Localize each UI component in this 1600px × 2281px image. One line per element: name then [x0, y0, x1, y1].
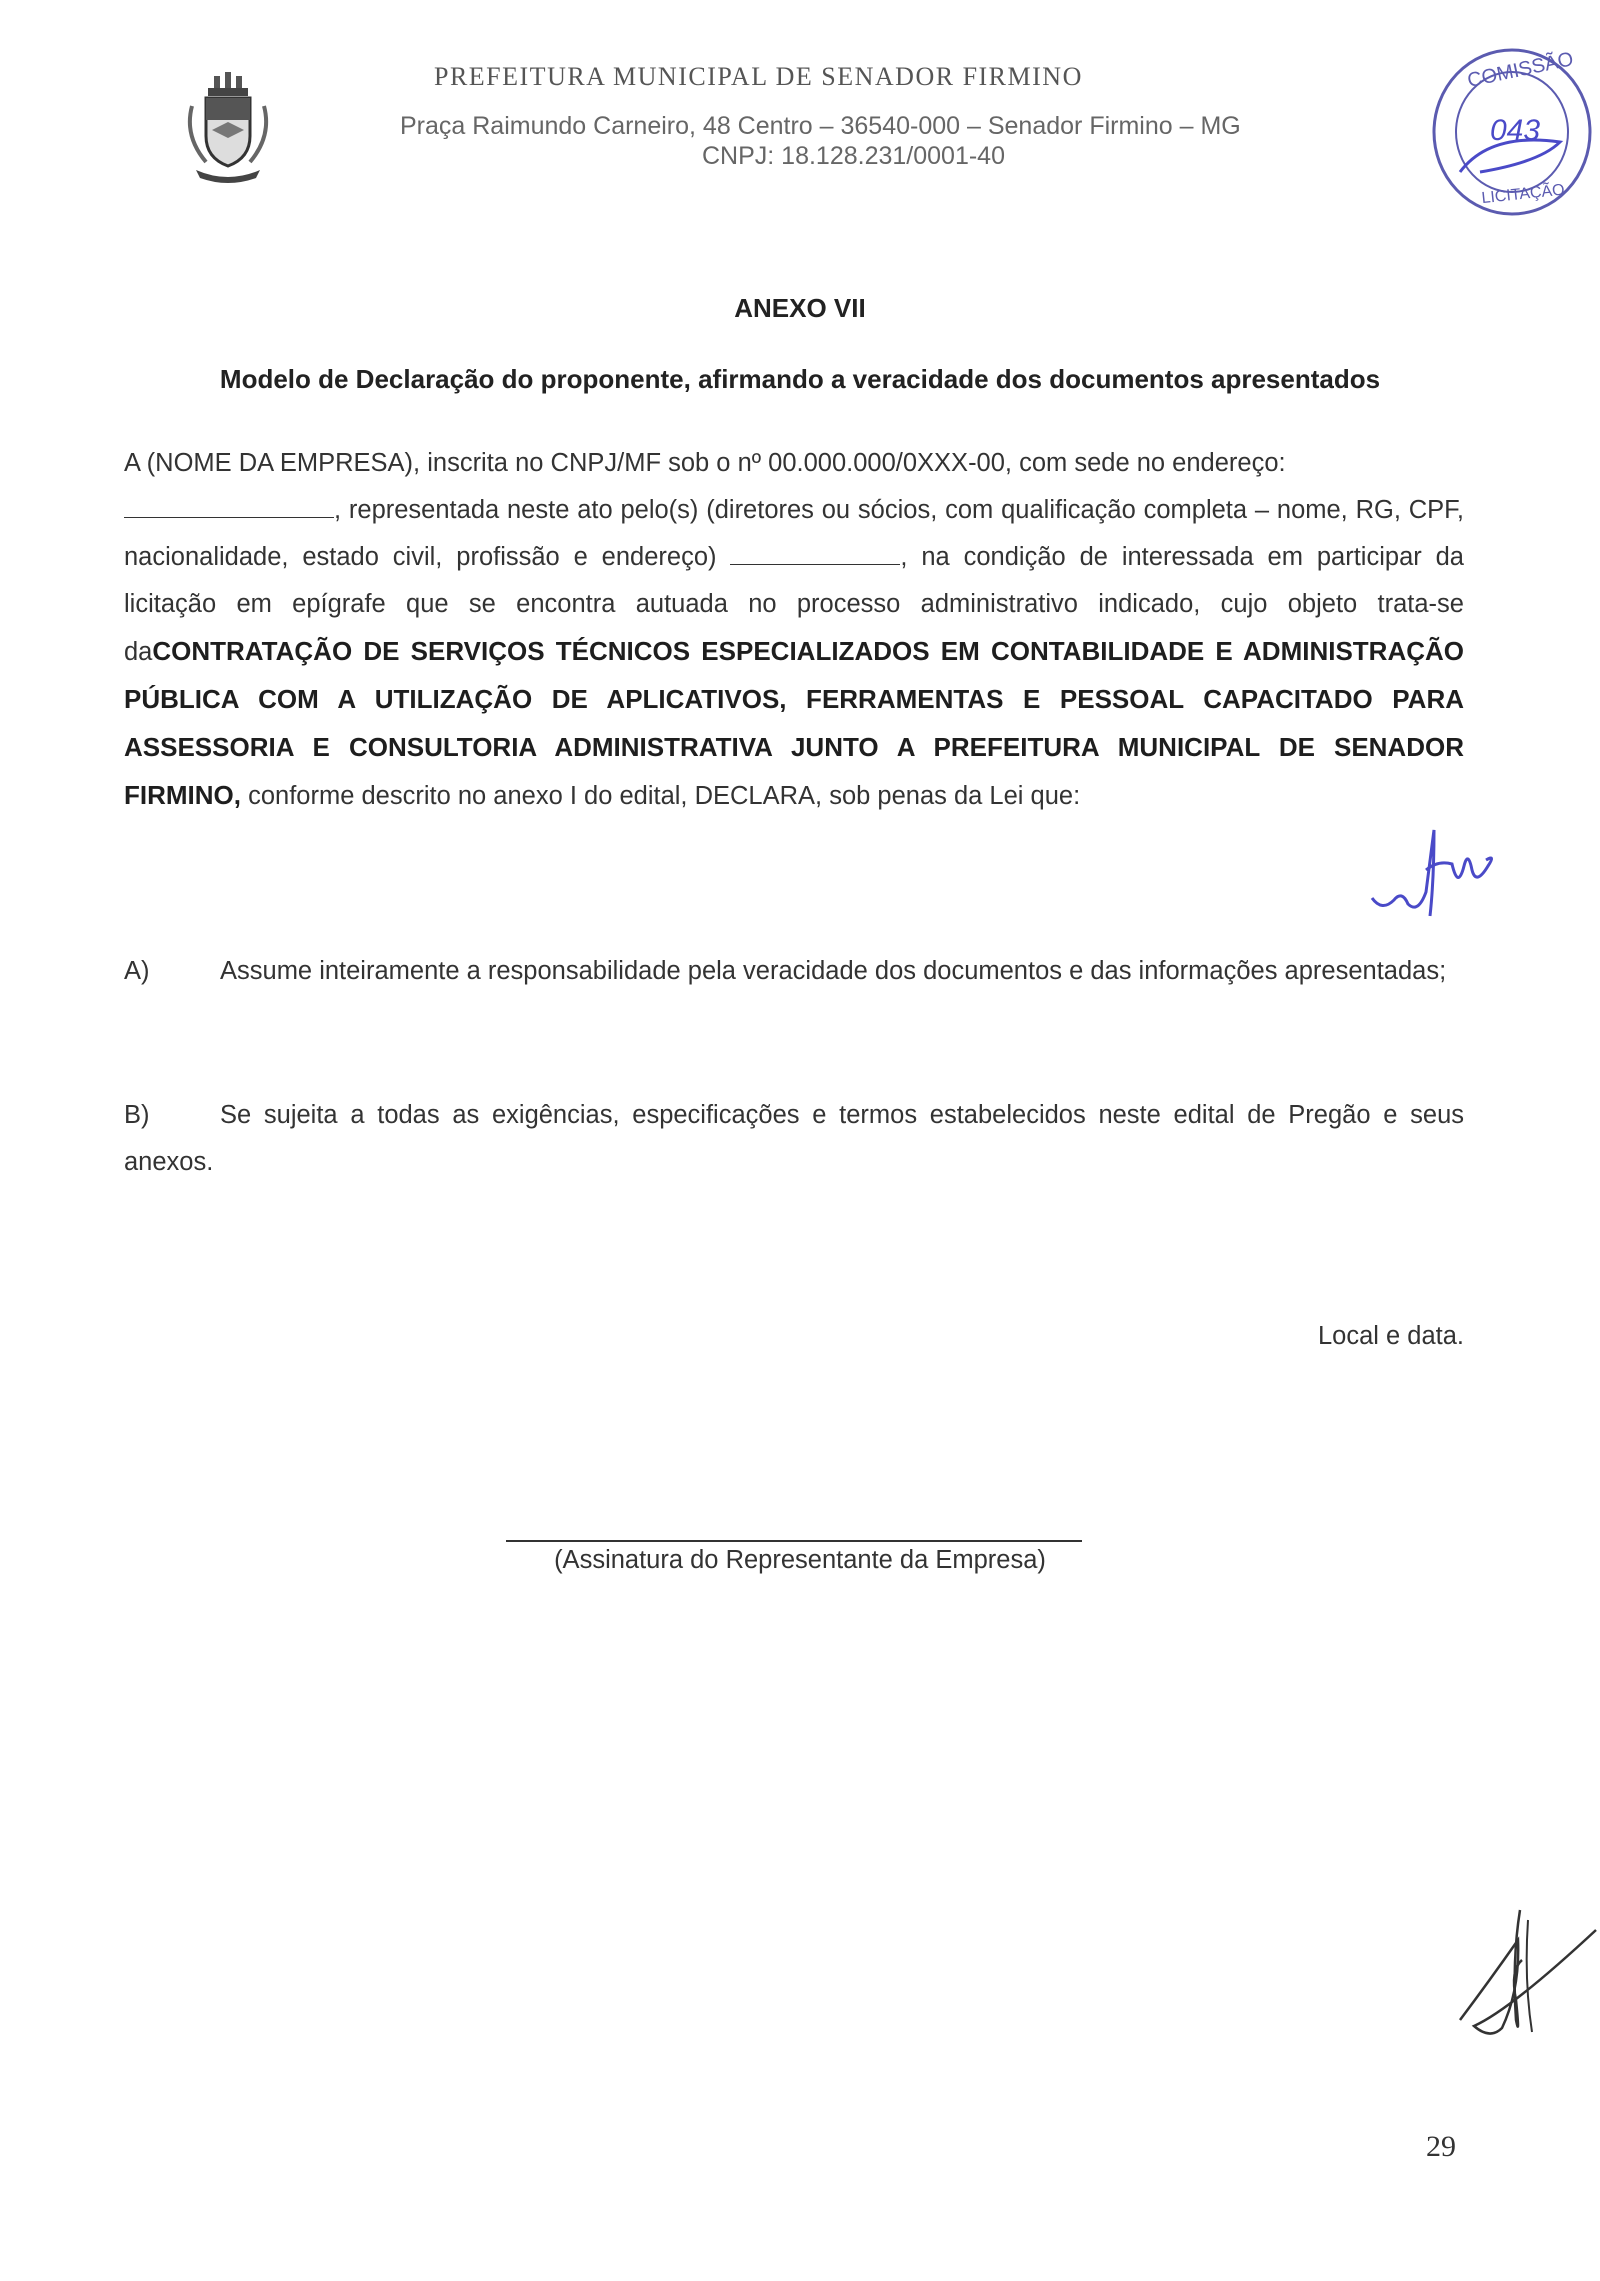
declaration-condition-text: , na condição de interessada em participar da licitação em epígrafe que se encontra autuada no processo administrativo indicado, cujo objeto trata-se da	[124, 543, 1464, 666]
list-item	[124, 948, 1464, 995]
item-letter: A)	[124, 957, 150, 985]
declaration-paragraph	[124, 440, 1464, 820]
place-and-date: Local e data.	[1317, 1322, 1464, 1350]
declaration-closing-text: conforme descrito no anexo I do edital, DECLARA, sob penas da Lei que:	[241, 782, 1081, 810]
signature-line	[506, 1540, 1082, 1542]
contract-object-text: CONTRATAÇÃO DE SERVIÇOS TÉCNICOS ESPECIALIZADOS EM CONTABILIDADE E ADMINISTRAÇÃO PÚBLICA COM A UTILIZAÇÃO DE APLICATIVOS, FERRAMENTAS E PESSOAL CAPACITADO PARA ASSESSORIA E CONSULTORIA ADMINISTRATIVA JUNTO A PREFEITURA MUNICIPAL DE SENADOR FIRMINO,	[124, 636, 1464, 810]
commission-stamp	[1420, 22, 1600, 222]
handwritten-signature	[1450, 1900, 1600, 2050]
stamp-top-text: COMISSÃO	[1465, 48, 1576, 93]
declaration-representative-text: , representada neste ato pelo(s) (diretores ou sócios, com qualificação completa – nome, RG, CPF, nacionalidade, estado civil, profissão e endereço)	[124, 496, 1464, 571]
municipal-crest-logo	[178, 66, 278, 190]
letterhead-address: Praça Raimundo Carneiro, 48 Centro – 36540-000 – Senador Firmino – MG	[400, 112, 1241, 140]
letterhead-title: PREFEITURA MUNICIPAL DE SENADOR FIRMINO	[434, 62, 1083, 91]
representative-blank	[730, 542, 900, 565]
declaration-company-text: A (NOME DA EMPRESA), inscrita no CNPJ/MF sob o nº 00.000.000/0XXX-00, com sede no endereço:	[124, 449, 1286, 477]
item-text: Assume inteiramente a responsabilidade pela veracidade dos documentos e das informações apresentadas;	[220, 957, 1447, 985]
item-text: Se sujeita a todas as exigências, especificações e termos estabelecidos neste edital de Pregão e seus anexos.	[124, 1101, 1464, 1176]
address-blank	[124, 495, 334, 518]
letterhead-cnpj: CNPJ: 18.128.231/0001-40	[702, 142, 1005, 170]
stamp-number: 043	[1490, 114, 1541, 147]
stamp-bottom-text: LICITAÇÃO	[1480, 181, 1566, 208]
item-letter: B)	[124, 1101, 150, 1129]
signature-label: (Assinatura do Representante da Empresa)	[554, 1546, 1046, 1574]
handwritten-rubric	[1368, 820, 1518, 920]
annex-title: ANEXO VII	[734, 293, 866, 323]
list-item	[124, 1092, 1464, 1186]
page-number: 29	[1426, 2130, 1456, 2163]
annex-subtitle: Modelo de Declaração do proponente, afirmando a veracidade dos documentos apresentados	[219, 364, 1381, 394]
